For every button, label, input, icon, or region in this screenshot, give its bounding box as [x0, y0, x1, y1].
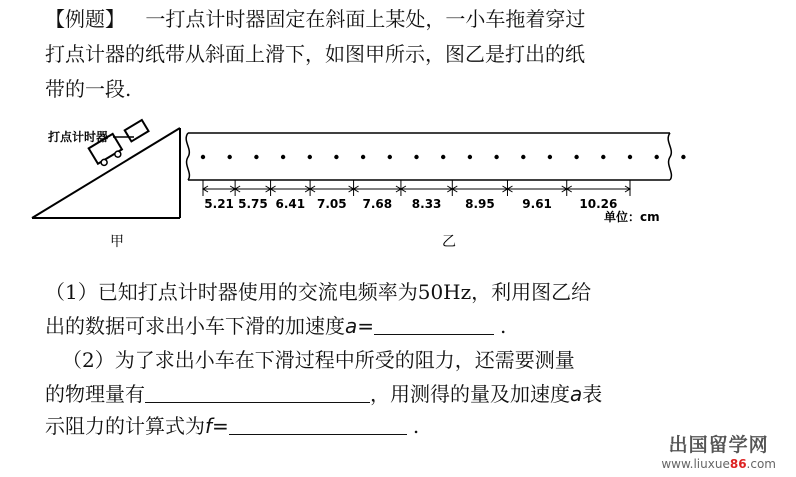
device-label: 打点计时器: [48, 130, 109, 144]
q1-line-1: （1）已知打点计时器使用的交流电频率为50Hz，利用图乙给: [45, 280, 592, 304]
segment-label: 8.33: [411, 197, 442, 211]
q2-text-end: 表: [582, 382, 603, 406]
q1-text: 出的数据可求出小车下滑的加速度: [45, 314, 345, 338]
dimension-arrow: [310, 186, 353, 192]
dimension-arrow: [567, 186, 630, 192]
timer-device: [125, 120, 149, 141]
tape-figure: [186, 133, 685, 250]
segment-label: 7.68: [362, 197, 393, 211]
tape-dot: [574, 155, 578, 159]
segment-label: 7.05: [316, 197, 347, 211]
segment-label: 5.21: [204, 197, 234, 211]
segment-label: 10.26: [579, 197, 618, 211]
q2-line-1: （2）为了求出小车在下滑过程中所受的阻力，还需要测量: [62, 348, 575, 372]
intro-line-3: 带的一段.: [45, 77, 132, 101]
q2-text-prefix: 的物理量有: [45, 382, 145, 406]
q2-quantity-blank[interactable]: [145, 382, 370, 403]
watermark-name: 出国留学网: [668, 434, 769, 456]
tape-dot: [628, 155, 632, 159]
watermark-url: [661, 457, 776, 471]
dimension-arrow: [452, 186, 507, 192]
segment-label: 5.75: [238, 197, 268, 211]
caption-jia: 甲: [110, 234, 124, 250]
tape-dot: [601, 155, 605, 159]
dimension-arrow: [401, 186, 452, 192]
q1-end: .: [500, 314, 507, 338]
segment-label: 9.61: [522, 197, 552, 211]
q1-answer-blank[interactable]: [374, 314, 494, 335]
segment-label: 8.95: [465, 197, 495, 211]
q2-var-a: a: [570, 382, 583, 406]
unit-label: 单位：cm: [604, 210, 660, 224]
example-tag: 【例题】: [45, 7, 125, 31]
tape-right-tear: [668, 133, 671, 180]
watermark: [661, 430, 776, 471]
tape-dot: [441, 155, 445, 159]
dimension-arrow: [203, 186, 235, 192]
tape-dot: [281, 155, 285, 159]
tape-dot: [655, 155, 659, 159]
intro-text-1: 一打点计时器固定在斜面上某处，一小车拖着穿过: [145, 7, 586, 31]
watermark-url-pre: www.liuxue: [661, 457, 730, 471]
q2-var-f: f: [205, 414, 213, 438]
q2-line-3: [45, 412, 419, 440]
q1-line-2: [45, 312, 506, 340]
q1-var-a: a: [345, 314, 358, 338]
tape-dot: [254, 155, 258, 159]
dimension-arrow: [507, 186, 566, 192]
watermark-url-post: .com: [746, 457, 776, 471]
tape-dot: [521, 155, 525, 159]
q2-formula-prefix: 示阻力的计算式为: [45, 414, 205, 438]
q2-equals: =: [212, 414, 229, 438]
tape-dot: [334, 155, 338, 159]
segment-label: 6.41: [275, 197, 306, 211]
tape-dot: [308, 155, 312, 159]
q2-text-suffix: ，用测得的量及加速度: [370, 382, 570, 406]
caption-yi: 乙: [442, 234, 456, 250]
tape-dot: [681, 155, 685, 159]
dimension-arrow: [354, 186, 401, 192]
tape-dot: [201, 155, 205, 159]
q2-formula-blank[interactable]: [229, 414, 407, 435]
q2-end: .: [412, 414, 420, 438]
incline-figure: [32, 120, 180, 250]
watermark-url-num: 86: [729, 457, 747, 471]
tape-dot: [548, 155, 552, 159]
tape-dot: [468, 155, 472, 159]
tape-dot: [388, 155, 392, 159]
q1-equals: =: [357, 314, 375, 338]
dimension-arrow: [271, 186, 311, 192]
q2-line-2: [45, 380, 602, 408]
tape-left-tear: [186, 133, 189, 180]
tape-dot: [414, 155, 418, 159]
intro-line-2: 打点计器的纸带从斜面上滑下，如图甲所示，图乙是打出的纸: [45, 42, 585, 66]
tape-dot: [494, 155, 498, 159]
tape-dot: [361, 155, 365, 159]
tape-dot: [228, 155, 232, 159]
dimension-arrow: [235, 186, 270, 192]
